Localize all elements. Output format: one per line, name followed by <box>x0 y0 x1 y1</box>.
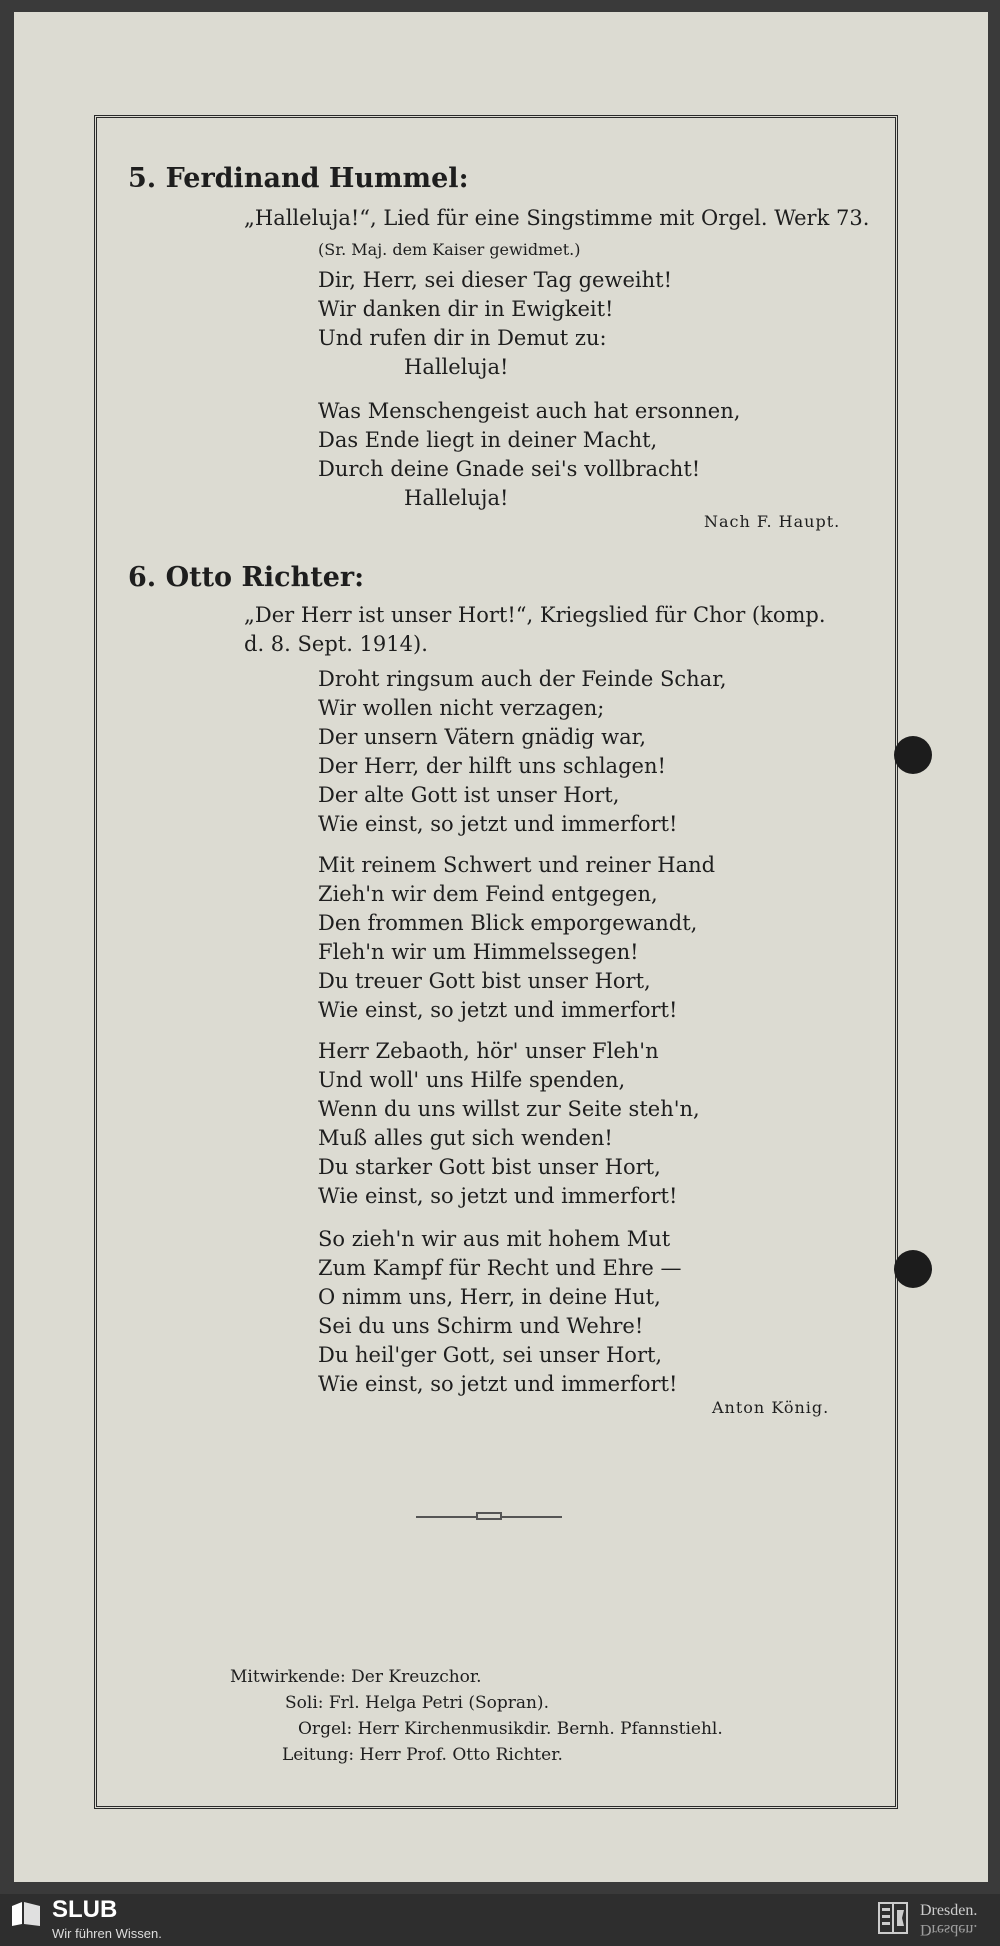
verse-line: Fleh'n wir um Himmelssegen! <box>318 940 639 964</box>
performers-line: Leitung: Herr Prof. Otto Richter. <box>282 1745 563 1765</box>
verse-line: Muß alles gut sich wenden! <box>318 1126 613 1150</box>
dresden-text-line: Dresden. <box>920 1902 978 1919</box>
verse-line: Und rufen dir in Demut zu: <box>318 326 607 350</box>
verse-line: Den frommen Blick emporgewandt, <box>318 911 698 935</box>
verse-line: Der unsern Vätern gnädig war, <box>318 725 647 749</box>
verse-line: So zieh'n wir aus mit hohem Mut <box>318 1227 671 1251</box>
section-6-heading: 6. Otto Richter: <box>128 562 365 593</box>
verse-line: Was Menschengeist auch hat ersonnen, <box>318 399 741 423</box>
verse-line: Zieh'n wir dem Feind entgegen, <box>318 882 658 906</box>
dresden-logo-text[interactable] <box>920 1902 977 1938</box>
verse-line: Du starker Gott bist unser Hort, <box>318 1155 661 1179</box>
verse-line: Durch deine Gnade sei's vollbracht! <box>318 457 701 481</box>
verse-line: Wenn du uns willst zur Seite steh'n, <box>318 1097 700 1121</box>
verse-line: O nimm uns, Herr, in deine Hut, <box>318 1285 661 1309</box>
performers-line: Mitwirkende: Der Kreuzchor. <box>230 1667 482 1687</box>
section-5-credit: Nach F. Haupt. <box>704 512 841 531</box>
section-5-title: „Halleluja!“, Lied für eine Singstimme mit Orgel. Werk 73. <box>244 206 870 230</box>
verse-line: Wie einst, so jetzt und immerfort! <box>318 1184 678 1208</box>
punch-hole <box>894 1250 932 1288</box>
verse-line: Zum Kampf für Recht und Ehre — <box>318 1256 682 1280</box>
dresden-text-line-mirrored: Dresden. <box>920 1921 978 1938</box>
performers-line: Orgel: Herr Kirchenmusikdir. Bernh. Pfannstiehl. <box>298 1719 723 1739</box>
verse-line: Dir, Herr, sei dieser Tag geweiht! <box>318 268 673 292</box>
ornament-divider-center <box>476 1512 502 1520</box>
verse-line: Du treuer Gott bist unser Hort, <box>318 969 651 993</box>
verse-line: Der Herr, der hilft uns schlagen! <box>318 754 666 778</box>
slub-logo-icon <box>10 1900 42 1928</box>
verse-line: Herr Zebaoth, hör' unser Fleh'n <box>318 1039 659 1063</box>
punch-hole <box>894 736 932 774</box>
verse-line: Der alte Gott ist unser Hort, <box>318 783 620 807</box>
verse-line: Das Ende liegt in deiner Macht, <box>318 428 658 452</box>
verse-line: Wir danken dir in Ewigkeit! <box>318 297 614 321</box>
section-6-credit: Anton König. <box>712 1398 830 1417</box>
section-6-title-cont: d. 8. Sept. 1914). <box>244 632 428 656</box>
verse-line: Und woll' uns Hilfe spenden, <box>318 1068 626 1092</box>
verse-line: Halleluja! <box>404 355 509 379</box>
viewer-footer <box>0 1894 1000 1946</box>
verse-line: Droht ringsum auch der Feinde Schar, <box>318 667 727 691</box>
verse-line: Wie einst, so jetzt und immerfort! <box>318 998 678 1022</box>
dresden-crest-icon <box>878 1902 908 1934</box>
section-5-dedication: (Sr. Maj. dem Kaiser gewidmet.) <box>318 240 581 259</box>
verse-line: Sei du uns Schirm und Wehre! <box>318 1314 644 1338</box>
slub-tagline: Wir führen Wissen. <box>52 1926 162 1941</box>
section-6-title: „Der Herr ist unser Hort!“, Kriegslied für Chor (komp. <box>244 603 826 627</box>
verse-line: Du heil'ger Gott, sei unser Hort, <box>318 1343 663 1367</box>
verse-line: Wir wollen nicht verzagen; <box>318 696 605 720</box>
slub-brand[interactable]: SLUB <box>52 1896 118 1923</box>
section-5-heading: 5. Ferdinand Hummel: <box>128 163 469 194</box>
verse-line: Wie einst, so jetzt und immerfort! <box>318 812 678 836</box>
performers-line: Soli: Frl. Helga Petri (Sopran). <box>285 1693 549 1713</box>
verse-line: Mit reinem Schwert und reiner Hand <box>318 853 716 877</box>
verse-line: Halleluja! <box>404 486 509 510</box>
verse-line: Wie einst, so jetzt und immerfort! <box>318 1372 678 1396</box>
